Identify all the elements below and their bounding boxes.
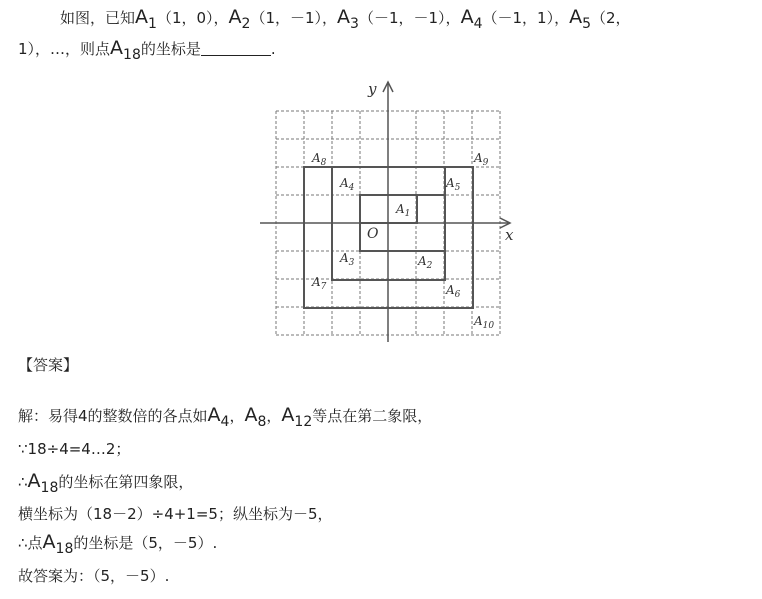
question-line-2 — [18, 37, 276, 63]
point-subscript: 18 — [123, 47, 141, 63]
question-text: 如图，已知 — [60, 9, 136, 27]
question-period: . — [270, 40, 276, 58]
answer-blank — [201, 40, 271, 56]
answer-text: ∴点 — [18, 534, 43, 552]
question-text: 1），…，则点 — [18, 40, 111, 58]
point-coords: （－1，1）， — [482, 9, 570, 27]
answer-line-6: 故答案为：（5，－5）. — [18, 567, 170, 585]
question-text: 的坐标是 — [140, 40, 201, 58]
point-label-a5: $A_5$ — [446, 176, 461, 193]
point-label: A — [569, 6, 583, 28]
point-label-a7: $A_7$ — [312, 275, 327, 292]
point-subscript: 18 — [40, 480, 59, 496]
point-labels — [311, 151, 494, 331]
answer-text: ∴ — [18, 473, 28, 491]
answer-text: 等点在第二象限， — [312, 407, 433, 425]
point-label-a6: $A_6$ — [446, 283, 461, 300]
point-label: A — [135, 6, 149, 28]
point-coords: （－1，－1）， — [358, 9, 461, 27]
x-axis-label: x — [505, 226, 514, 244]
point-label-a10: $A_{10}$ — [474, 314, 495, 331]
answer-line-4: 横坐标为（18－2）÷4+1=5；纵坐标为－5， — [18, 505, 333, 523]
point-label-a4: $A_4$ — [340, 176, 355, 193]
answer-line-5 — [18, 531, 218, 557]
answer-header: 【答案】 — [18, 356, 79, 374]
point-label: A — [281, 404, 295, 426]
point-coords: （2， — [591, 9, 631, 27]
answer-text: 解：易得4的整数倍的各点如 — [18, 407, 208, 425]
point-subscript: 18 — [55, 541, 74, 557]
point-label: A — [337, 6, 351, 28]
point-label: A — [460, 6, 474, 28]
point-label: A — [110, 37, 124, 59]
point-label: A — [42, 531, 56, 553]
point-label-a9: $A_9$ — [474, 151, 489, 168]
point-subscript: 8 — [257, 414, 267, 430]
y-axis-label: y — [368, 80, 377, 98]
point-subscript: 4 — [220, 414, 230, 430]
point-label-a3: $A_3$ — [340, 251, 355, 268]
point-coords: （1，0）， — [156, 9, 229, 27]
answer-line-2: ∵18÷4=4…2； — [18, 440, 131, 458]
coordinate-figure — [260, 80, 520, 350]
answer-text: 的坐标是（5，－5）. — [73, 534, 218, 552]
point-subscript: 4 — [473, 16, 483, 32]
point-label-a1: $A_1$ — [396, 202, 411, 219]
point-subscript: 3 — [350, 16, 359, 32]
point-subscript: 12 — [294, 414, 313, 430]
point-subscript: 2 — [241, 16, 251, 32]
answer-line-1 — [18, 404, 433, 430]
point-coords: （1，－1）， — [250, 9, 338, 27]
answer-text: ， — [229, 407, 245, 425]
point-subscript: 5 — [582, 16, 591, 32]
point-label: A — [244, 404, 258, 426]
point-label: A — [207, 404, 221, 426]
answer-text: 的坐标在第四象限， — [58, 473, 194, 491]
point-subscript: 1 — [148, 16, 157, 32]
point-label-a2: $A_2$ — [418, 254, 433, 271]
point-label: A — [27, 470, 41, 492]
point-label: A — [228, 6, 242, 28]
question-line-1 — [60, 6, 631, 32]
point-label-a8: $A_8$ — [312, 151, 327, 168]
origin-label: O — [367, 226, 379, 242]
answer-line-3 — [18, 470, 194, 496]
answer-text: ， — [266, 407, 282, 425]
